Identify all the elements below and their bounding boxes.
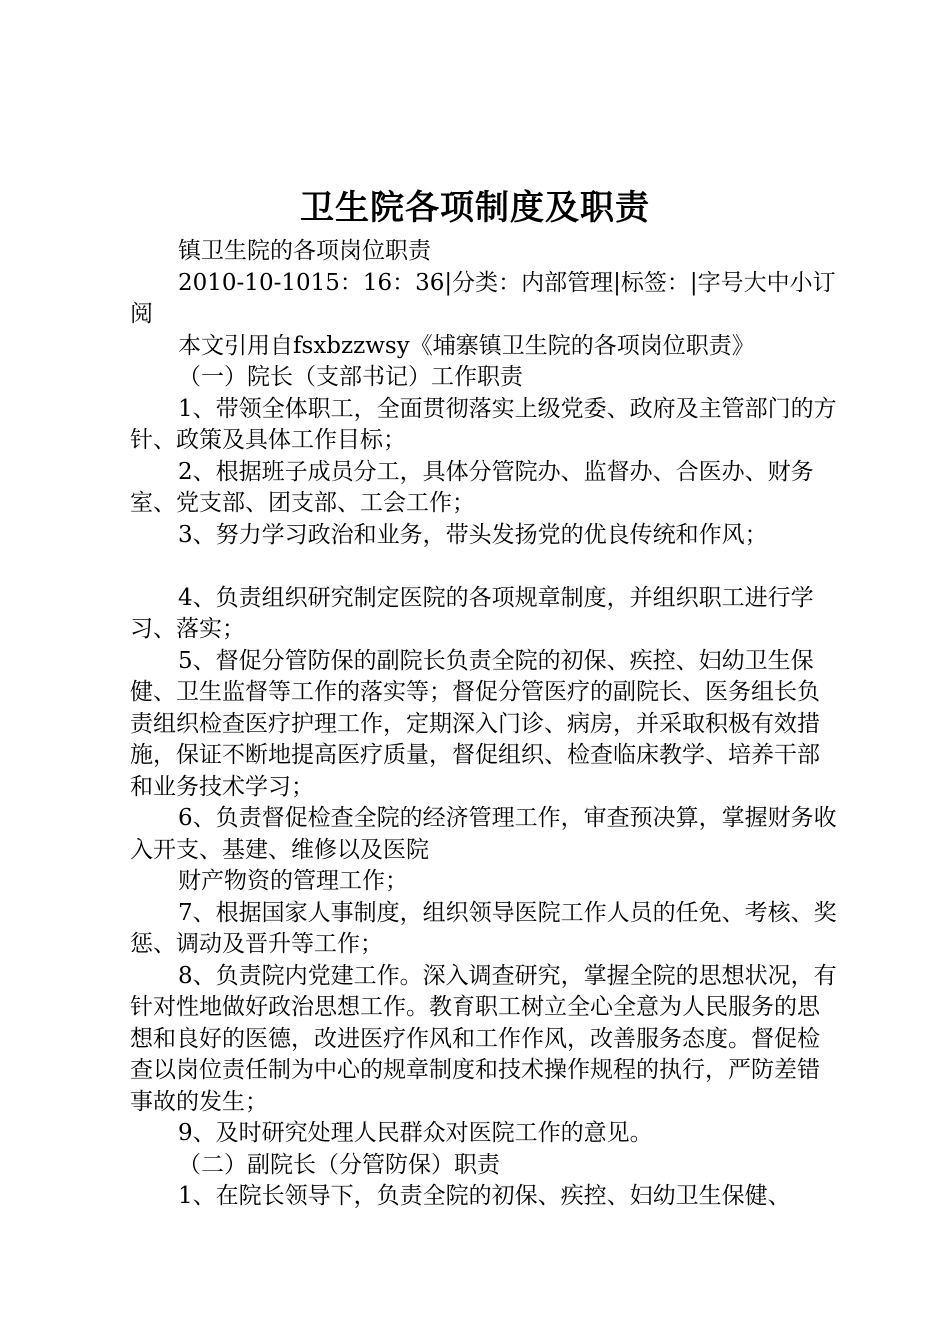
- document-body: [130, 236, 842, 1213]
- paragraph-item: 7、根据国家人事制度，组织领导医院工作人员的任免、考核、奖惩、调动及晋升等工作；: [130, 899, 837, 957]
- paragraph-item: 6、负责督促检查全院的经济管理工作，审查预决算，掌握财务收入开支、基建、维修以及医院: [130, 805, 837, 863]
- paragraph-subtitle: 镇卫生院的各项岗位职责: [178, 238, 431, 264]
- paragraph-item: 3、努力学习政治和业务，带头发扬党的优良传统和作风；: [178, 521, 768, 548]
- paragraph-item: 1、在院长领导下，负责全院的初保、疾控、妇幼卫生保健、: [178, 1183, 791, 1209]
- paragraph-item: 财产物资的管理工作；: [178, 868, 408, 894]
- paragraph-item: 1、带领全体职工，全面贯彻落实上级党委、政府及主管部门的方针、政策及具体工作目标；: [130, 395, 837, 453]
- section-heading-vice-president: （二）副院长（分管防保）职责: [178, 1151, 500, 1178]
- paragraph-item: 2、根据班子成员分工，具体分管院办、监督办、合医办、财务室、党支部、团支部、工会工作；: [130, 458, 814, 516]
- paragraph-item: 9、及时研究处理人民群众对医院工作的意见。: [178, 1120, 653, 1146]
- document-title: 卫生院各项制度及职责: [300, 188, 650, 228]
- paragraph-meta: 2010-10-1015：16：36|分类：内部管理|标签：|字号大中小订阅: [130, 269, 836, 327]
- paragraph-source: 本文引用自fsxbzzwsy《埔寨镇卫生院的各项岗位职责》: [178, 332, 755, 359]
- paragraph-item: 4、负责组织研究制定医院的各项规章制度，并组织职工进行学习、落实；: [130, 584, 814, 642]
- paragraph-item: 5、督促分管防保的副院长负责全院的初保、疾控、妇幼卫生保健、卫生监督等工作的落实等；督促分管医疗的副院长、医务组长负责组织检查医疗护理工作，定期深入门诊、病房，并采取积极有效措施，保证不断地提高医疗质量，督促组织、检查临床教学、培养干部和业务技术学习；: [130, 647, 820, 800]
- section-heading-president: （一）院长（支部书记）工作职责: [178, 364, 523, 390]
- paragraph-item: 8、负责院内党建工作。深入调查研究，掌握全院的思想状况，有针对性地做好政治思想工作。教育职工树立全心全意为人民服务的思想和良好的医德，改进医疗作风和工作作风，改善服务态度。督促检查以岗位责任制为中心的规章制度和技术操作规程的执行，严防差错事故的发生；: [130, 962, 837, 1115]
- blank-line: [130, 551, 842, 583]
